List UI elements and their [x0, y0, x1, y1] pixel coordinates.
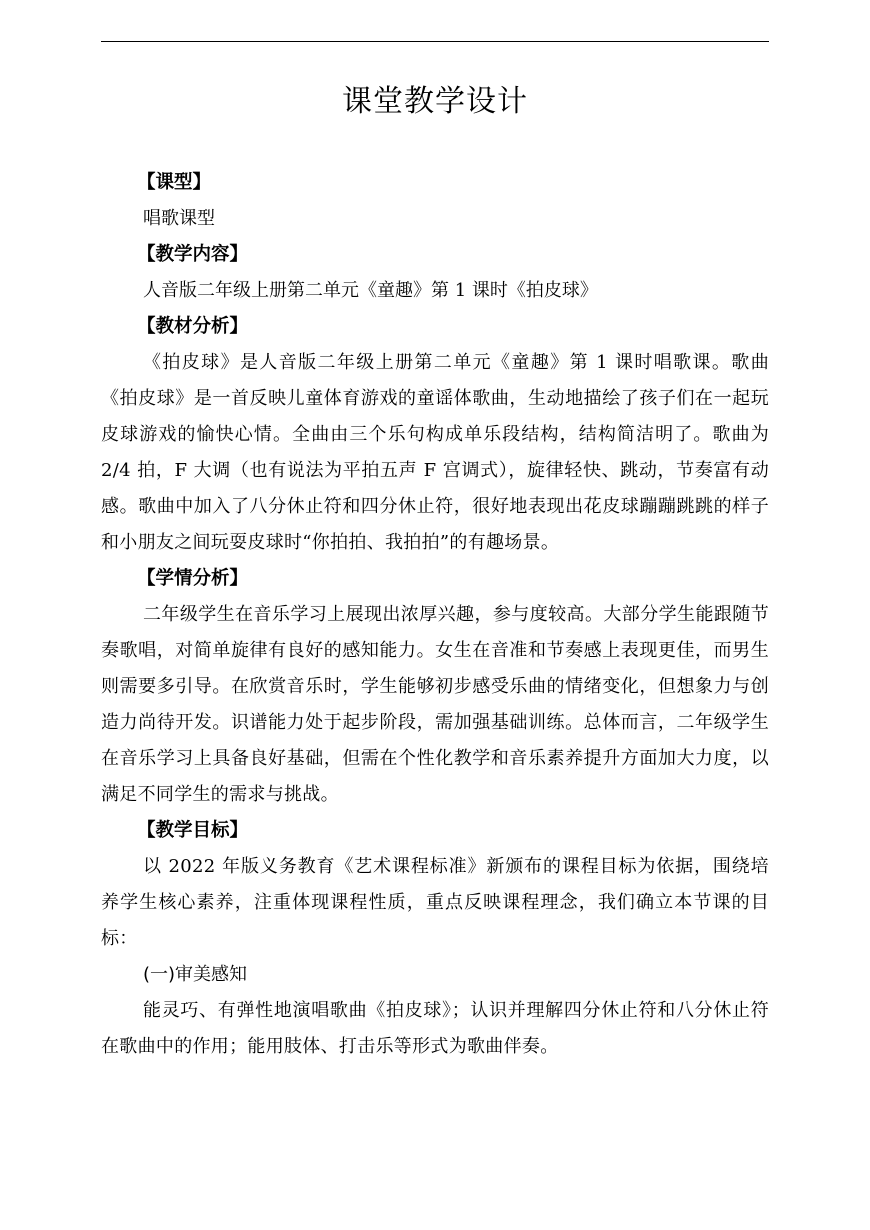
lesson-type-heading: 【课型】 [137, 172, 212, 193]
lesson-type-text: 唱歌课型 [143, 208, 215, 229]
teaching-goals-paragraph: 以 2022 年版义务教育《艺术课程标准》新颁布的课程目标为依据，围绕培养学生核心素养，注重体现课程性质，重点反映课程理念，我们确立本节课的目标： [101, 856, 769, 949]
teaching-goals-heading: 【教学目标】 [137, 820, 249, 841]
material-analysis-paragraph: 《拍皮球》是人音版二年级上册第二单元《童趣》第 1 课时唱歌课。歌曲《拍皮球》是一首反映儿童体育游戏的童谣体歌曲，生动地描绘了孩子们在一起玩皮球游戏的愉快心情。全曲由三个乐句构成单乐段结构，结构简洁明了。歌曲为 2/4 拍，F 大调（也有说法为平拍五声 F 宫调式），旋律轻快、跳动，节奏富有动感。歌曲中加入了八分休止符和四分休止符，很好地表现出花皮球蹦蹦跳跳的样子和小朋友之间玩耍皮球时“你拍拍、我拍拍”的有趣场景。 [101, 352, 769, 553]
document-title: 课堂教学设计 [342, 84, 528, 119]
learner-analysis-heading: 【学情分析】 [137, 568, 249, 589]
document-body [101, 165, 769, 1065]
material-analysis-heading: 【教材分析】 [137, 316, 249, 337]
aesthetic-perception-heading: (一)审美感知 [143, 964, 248, 985]
aesthetic-perception-paragraph: 能灵巧、有弹性地演唱歌曲《拍皮球》；认识并理解四分休止符和八分休止符在歌曲中的作用；能用肢体、打击乐等形式为歌曲伴奏。 [101, 1000, 769, 1057]
teaching-content-text: 人音版二年级上册第二单元《童趣》第 1 课时《拍皮球》 [143, 280, 598, 301]
header-rule [101, 41, 769, 42]
teaching-content-heading: 【教学内容】 [137, 244, 249, 265]
learner-analysis-paragraph: 二年级学生在音乐学习上展现出浓厚兴趣，参与度较高。大部分学生能跟随节奏歌唱，对简单旋律有良好的感知能力。女生在音准和节奏感上表现更佳，而男生则需要多引导。在欣赏音乐时，学生能够初步感受乐曲的情绪变化，但想象力与创造力尚待开发。识谱能力处于起步阶段，需加强基础训练。总体而言，二年级学生在音乐学习上具备良好基础，但需在个性化教学和音乐素养提升方面加大力度，以满足不同学生的需求与挑战。 [101, 604, 769, 805]
